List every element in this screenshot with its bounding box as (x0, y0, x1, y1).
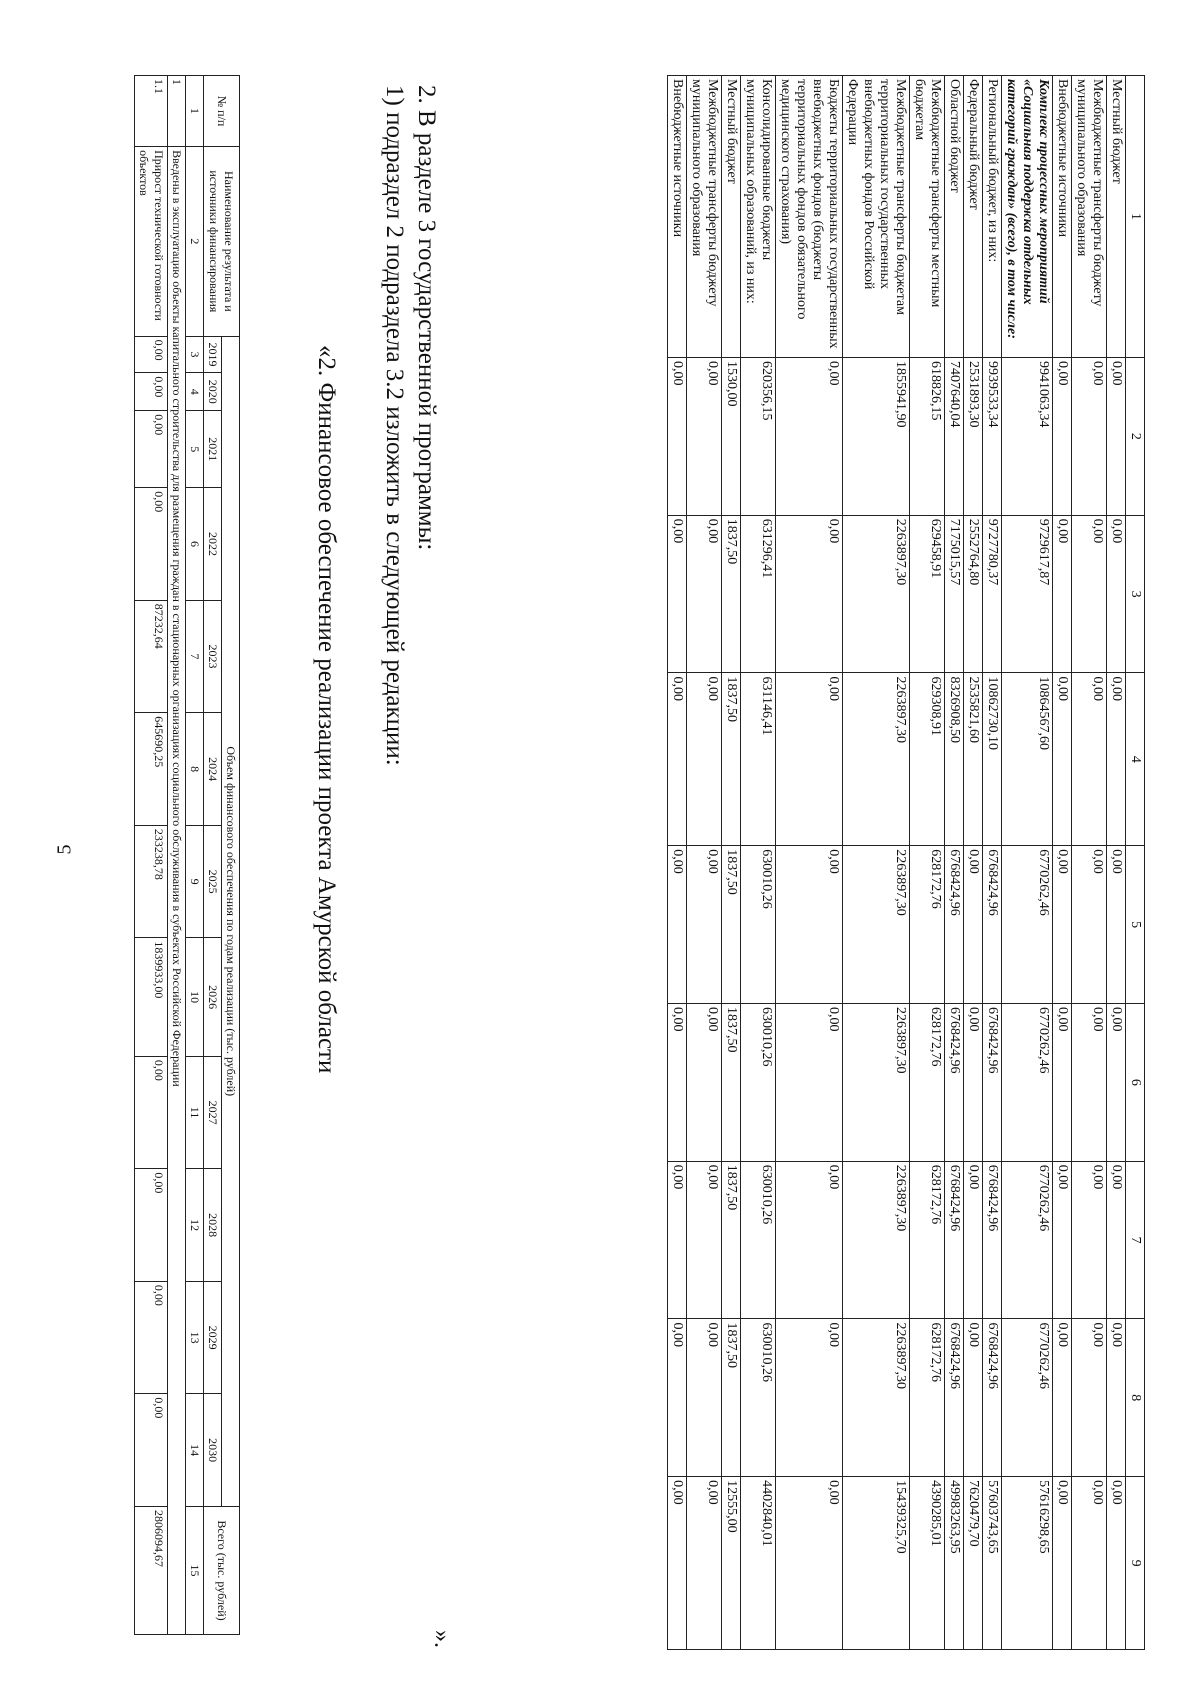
table-cell: 1837,50 (722, 515, 741, 673)
table-cell: 87232,64 (135, 600, 168, 713)
table-cell: 0,00 (135, 488, 168, 601)
table-cell: 618826,15 (910, 358, 945, 516)
table-cell: 6768424,96 (945, 1003, 964, 1161)
column-number: 11 (186, 1056, 204, 1169)
table-cell: 631296,41 (741, 515, 776, 673)
table-cell: 628172,76 (910, 1161, 945, 1319)
table-cell: 628172,76 (910, 1319, 945, 1477)
section-number: 1 (168, 76, 186, 147)
table-row (722, 76, 741, 1650)
row-label: Межбюджетные трансферты местным бюджетам (910, 76, 945, 358)
table-cell: 6770262,46 (1002, 1319, 1053, 1477)
column-number: 3 (186, 336, 204, 373)
table-row (741, 76, 776, 1650)
table-cell: 1839933,00 (135, 938, 168, 1056)
table-cell: 0,00 (135, 1281, 168, 1394)
column-header-total: Всего (тыс. рублей) (204, 1506, 240, 1634)
table-row (1053, 76, 1072, 1650)
column-number: 14 (186, 1394, 204, 1507)
table-cell: 2263897,30 (843, 673, 910, 846)
row-label: Внебюджетные источники (1053, 76, 1072, 358)
table-cell: 0,00 (1072, 673, 1107, 846)
table-cell: 6770262,46 (1002, 1161, 1053, 1319)
column-number: 7 (186, 600, 204, 713)
column-number: 9 (186, 825, 204, 938)
table-cell: 7620479,70 (964, 1477, 983, 1650)
table-cell: 2263897,30 (843, 846, 910, 1004)
table-cell: 0,00 (964, 1003, 983, 1161)
row-label: Бюджеты территориальных государственных внебюджетных фондов (бюджеты территориальных фондов обязательного медицинского страхования) (776, 76, 843, 358)
column-header: 1 (1126, 76, 1145, 358)
row-label: Комплекс процессных мероприятий «Социальная поддержка отдельных категорий граждан» (всего), в том числе: (1002, 76, 1053, 358)
column-header: 5 (1126, 846, 1145, 1004)
year-header: 2027 (204, 1056, 222, 1169)
table-cell: 0,00 (1053, 1477, 1072, 1650)
table-cell: 0,00 (135, 1056, 168, 1169)
table-row (964, 76, 983, 1650)
page-number: 5 (53, 844, 76, 855)
table-cell: 9727780,37 (983, 515, 1002, 673)
table-cell: 6768424,96 (983, 846, 1002, 1004)
table-cell: 7175015,57 (945, 515, 964, 673)
column-header: 4 (1126, 673, 1145, 846)
table-cell: 0,00 (135, 411, 168, 488)
table-cell: 0,00 (687, 1003, 722, 1161)
table-cell: 9939533,34 (983, 358, 1002, 516)
table-cell: 0,00 (687, 515, 722, 673)
table-cell: 629458,91 (910, 515, 945, 673)
table-cell: 1837,50 (722, 846, 741, 1004)
column-header: 7 (1126, 1161, 1145, 1319)
table-cell: 0,00 (964, 1319, 983, 1477)
row-label: Консолидированные бюджеты муниципальных образований, из них: (741, 76, 776, 358)
table-cell: 0,00 (1107, 1477, 1126, 1650)
column-number: 4 (186, 373, 204, 411)
table-row (668, 76, 687, 1650)
column-number: 5 (186, 411, 204, 488)
table-cell: 0,00 (1107, 846, 1126, 1004)
table-cell: 1530,00 (722, 358, 741, 516)
row-label: Федеральный бюджет (964, 76, 983, 358)
table-cell: 631146,41 (741, 673, 776, 846)
table-cell: 0,00 (668, 1003, 687, 1161)
table-cell: 8326908,50 (945, 673, 964, 846)
column-number: 8 (186, 713, 204, 826)
table-cell: 2263897,30 (843, 1003, 910, 1161)
column-header-name: Наименование результата и источники финансирования (204, 147, 240, 337)
table-cell: 0,00 (668, 673, 687, 846)
table-cell: 2263897,30 (843, 1319, 910, 1477)
table-cell: 233238,78 (135, 825, 168, 938)
header-row (222, 76, 240, 1635)
table-cell: 0,00 (668, 846, 687, 1004)
table-cell: 0,00 (1107, 358, 1126, 516)
table-cell: 9941063,34 (1002, 358, 1053, 516)
year-header: 2024 (204, 713, 222, 826)
table-cell: 10862730,10 (983, 673, 1002, 846)
table-cell: 1837,50 (722, 673, 741, 846)
column-header: 6 (1126, 1003, 1145, 1161)
closing-quote-mark: ». (429, 1630, 455, 1648)
row-total: 2806094,67 (135, 1506, 168, 1634)
column-number: 12 (186, 1169, 204, 1282)
table-row (945, 76, 964, 1650)
table-cell: 0,00 (668, 1477, 687, 1650)
table-cell: 9729617,87 (1002, 515, 1053, 673)
table-cell: 0,00 (687, 1477, 722, 1650)
table-cell: 6768424,96 (945, 1319, 964, 1477)
table-cell: 629308,91 (910, 673, 945, 846)
table-cell: 0,00 (776, 1319, 843, 1477)
table-cell: 630010,26 (741, 1161, 776, 1319)
row-name: Прирост технической готовности объектов (135, 147, 168, 337)
table-cell: 2552764,80 (964, 515, 983, 673)
column-number: 2 (186, 147, 204, 337)
year-header: 2020 (204, 373, 222, 411)
project-funding-table (134, 75, 240, 1635)
table-cell: 0,00 (776, 1003, 843, 1161)
row-label: Внебюджетные источники (668, 76, 687, 358)
table-cell: 0,00 (1053, 515, 1072, 673)
rotated-page-content (45, 75, 1145, 1655)
table-cell: 0,00 (135, 1169, 168, 1282)
table-cell: 0,00 (1053, 846, 1072, 1004)
funding-table (667, 75, 1145, 1650)
column-header: 2 (1126, 358, 1145, 516)
column-number: 10 (186, 938, 204, 1056)
table-cell: 0,00 (1107, 515, 1126, 673)
row-label: Местный бюджет (722, 76, 741, 358)
table-cell: 0,00 (687, 846, 722, 1004)
table-cell: 10864567,60 (1002, 673, 1053, 846)
table-cell: 15439325,70 (843, 1477, 910, 1650)
table-cell: 0,00 (687, 358, 722, 516)
table-cell: 645690,25 (135, 713, 168, 826)
table-cell: 0,00 (1053, 1319, 1072, 1477)
section-text: Введены в эксплуатацию объекты капитального строительства для размещения граждан в стационарных организациях социального обслуживания в субъектах Российской Федерации (168, 147, 186, 1635)
year-header: 2029 (204, 1281, 222, 1394)
table-cell: 0,00 (687, 1319, 722, 1477)
table-cell: 7407640,04 (945, 358, 964, 516)
paragraph-subsection: 1) подраздел 2 подраздела 3.2 изложить в следующей редакции: (381, 85, 408, 766)
table-row (776, 76, 843, 1650)
row-label: Межбюджетные трансферты бюджету муниципального образования (687, 76, 722, 358)
table-cell: 620356,15 (741, 358, 776, 516)
table-cell: 0,00 (1072, 846, 1107, 1004)
row-label: Областной бюджет (945, 76, 964, 358)
table-cell: 628172,76 (910, 1003, 945, 1161)
table-cell: 1837,50 (722, 1319, 741, 1477)
table-cell: 0,00 (135, 1394, 168, 1507)
table-cell: 12555,00 (722, 1477, 741, 1650)
table-cell: 0,00 (135, 373, 168, 411)
table-cell: 0,00 (776, 358, 843, 516)
section-title: «2. Финансовое обеспечение реализации проекта Амурской области (313, 345, 340, 1074)
table-cell: 2263897,30 (843, 515, 910, 673)
table-cell: 6768424,96 (945, 846, 964, 1004)
table-cell: 0,00 (776, 1477, 843, 1650)
table-cell: 0,00 (1053, 358, 1072, 516)
year-header: 2025 (204, 825, 222, 938)
section-row (168, 76, 186, 1635)
column-number: 6 (186, 488, 204, 601)
table-cell: 0,00 (668, 358, 687, 516)
row-label: Межбюджетные трансферты бюджетам территориальных государственных внебюджетных фондов Российской Федерации (843, 76, 910, 358)
row-label: Местный бюджет (1107, 76, 1126, 358)
year-header: 2022 (204, 488, 222, 601)
year-header: 2021 (204, 411, 222, 488)
year-header: 2019 (204, 336, 222, 373)
table-cell: 0,00 (1107, 1003, 1126, 1161)
table-cell: 0,00 (687, 1161, 722, 1319)
row-number: 1.1 (135, 76, 168, 147)
table-cell: 0,00 (668, 515, 687, 673)
table-row (983, 76, 1002, 1650)
column-number: 15 (186, 1506, 204, 1634)
column-header: 8 (1126, 1319, 1145, 1477)
funding-table-header-row (1126, 76, 1145, 1650)
table-cell: 0,00 (1072, 358, 1107, 516)
table-row (135, 76, 168, 1635)
table-row (1107, 76, 1126, 1650)
table-cell: 0,00 (776, 1161, 843, 1319)
table-cell: 6768424,96 (945, 1161, 964, 1319)
table-cell: 0,00 (1053, 1161, 1072, 1319)
row-label: Межбюджетные трансферты бюджету муниципального образования (1072, 76, 1107, 358)
table-cell: 6770262,46 (1002, 846, 1053, 1004)
table-cell: 49983263,95 (945, 1477, 964, 1650)
year-header: 2028 (204, 1169, 222, 1282)
table-cell: 0,00 (687, 673, 722, 846)
table-cell: 0,00 (1072, 1003, 1107, 1161)
table-row (1002, 76, 1053, 1650)
table-cell: 630010,26 (741, 846, 776, 1004)
column-header-number: № п/п (204, 76, 240, 147)
table-cell: 1837,50 (722, 1003, 741, 1161)
table-cell: 0,00 (135, 336, 168, 373)
year-header: 2026 (204, 938, 222, 1056)
table-cell: 0,00 (1107, 1161, 1126, 1319)
table-cell: 0,00 (1107, 1319, 1126, 1477)
table-cell: 0,00 (1072, 1161, 1107, 1319)
table-cell: 2531893,30 (964, 358, 983, 516)
table-cell: 0,00 (1107, 673, 1126, 846)
table-cell: 0,00 (1053, 1003, 1072, 1161)
column-number: 13 (186, 1281, 204, 1394)
table-cell: 630010,26 (741, 1319, 776, 1477)
column-numbers-row (186, 76, 204, 1635)
table-cell: 6768424,96 (983, 1161, 1002, 1319)
row-label: Региональный бюджет, из них: (983, 76, 1002, 358)
table-cell: 0,00 (776, 673, 843, 846)
table-row (843, 76, 910, 1650)
table-cell: 1837,50 (722, 1161, 741, 1319)
table-cell: 0,00 (964, 1161, 983, 1319)
column-header: 9 (1126, 1477, 1145, 1650)
table-cell: 6770262,46 (1002, 1003, 1053, 1161)
table-row (687, 76, 722, 1650)
year-header: 2023 (204, 600, 222, 713)
table-cell: 0,00 (776, 515, 843, 673)
paragraph-program-section: 2. В разделе 3 государственной программы: (413, 85, 440, 551)
table-cell: 0,00 (1072, 1477, 1107, 1650)
year-header: 2030 (204, 1394, 222, 1507)
column-number: 1 (186, 76, 204, 147)
table-cell: 630010,26 (741, 1003, 776, 1161)
table-cell: 6768424,96 (983, 1319, 1002, 1477)
table-cell: 0,00 (1053, 673, 1072, 846)
table-cell: 1855941,90 (843, 358, 910, 516)
table-cell: 628172,76 (910, 846, 945, 1004)
table-cell: 4390285,01 (910, 1477, 945, 1650)
table-cell: 0,00 (1072, 515, 1107, 673)
table-row (1072, 76, 1107, 1650)
table-cell: 0,00 (668, 1319, 687, 1477)
column-header: 3 (1126, 515, 1145, 673)
table-row (910, 76, 945, 1650)
table-cell: 0,00 (776, 846, 843, 1004)
table-cell: 57616298,65 (1002, 1477, 1053, 1650)
column-header-years-group: Объем финансового обеспечения по годам реализации (тыс. рублей) (222, 336, 240, 1506)
table-cell: 0,00 (964, 846, 983, 1004)
table-cell: 0,00 (668, 1161, 687, 1319)
table-cell: 0,00 (1072, 1319, 1107, 1477)
table-cell: 2535821,60 (964, 673, 983, 846)
table-cell: 4402840,01 (741, 1477, 776, 1650)
table-cell: 57603743,65 (983, 1477, 1002, 1650)
table-cell: 6768424,96 (983, 1003, 1002, 1161)
table-cell: 2263897,30 (843, 1161, 910, 1319)
